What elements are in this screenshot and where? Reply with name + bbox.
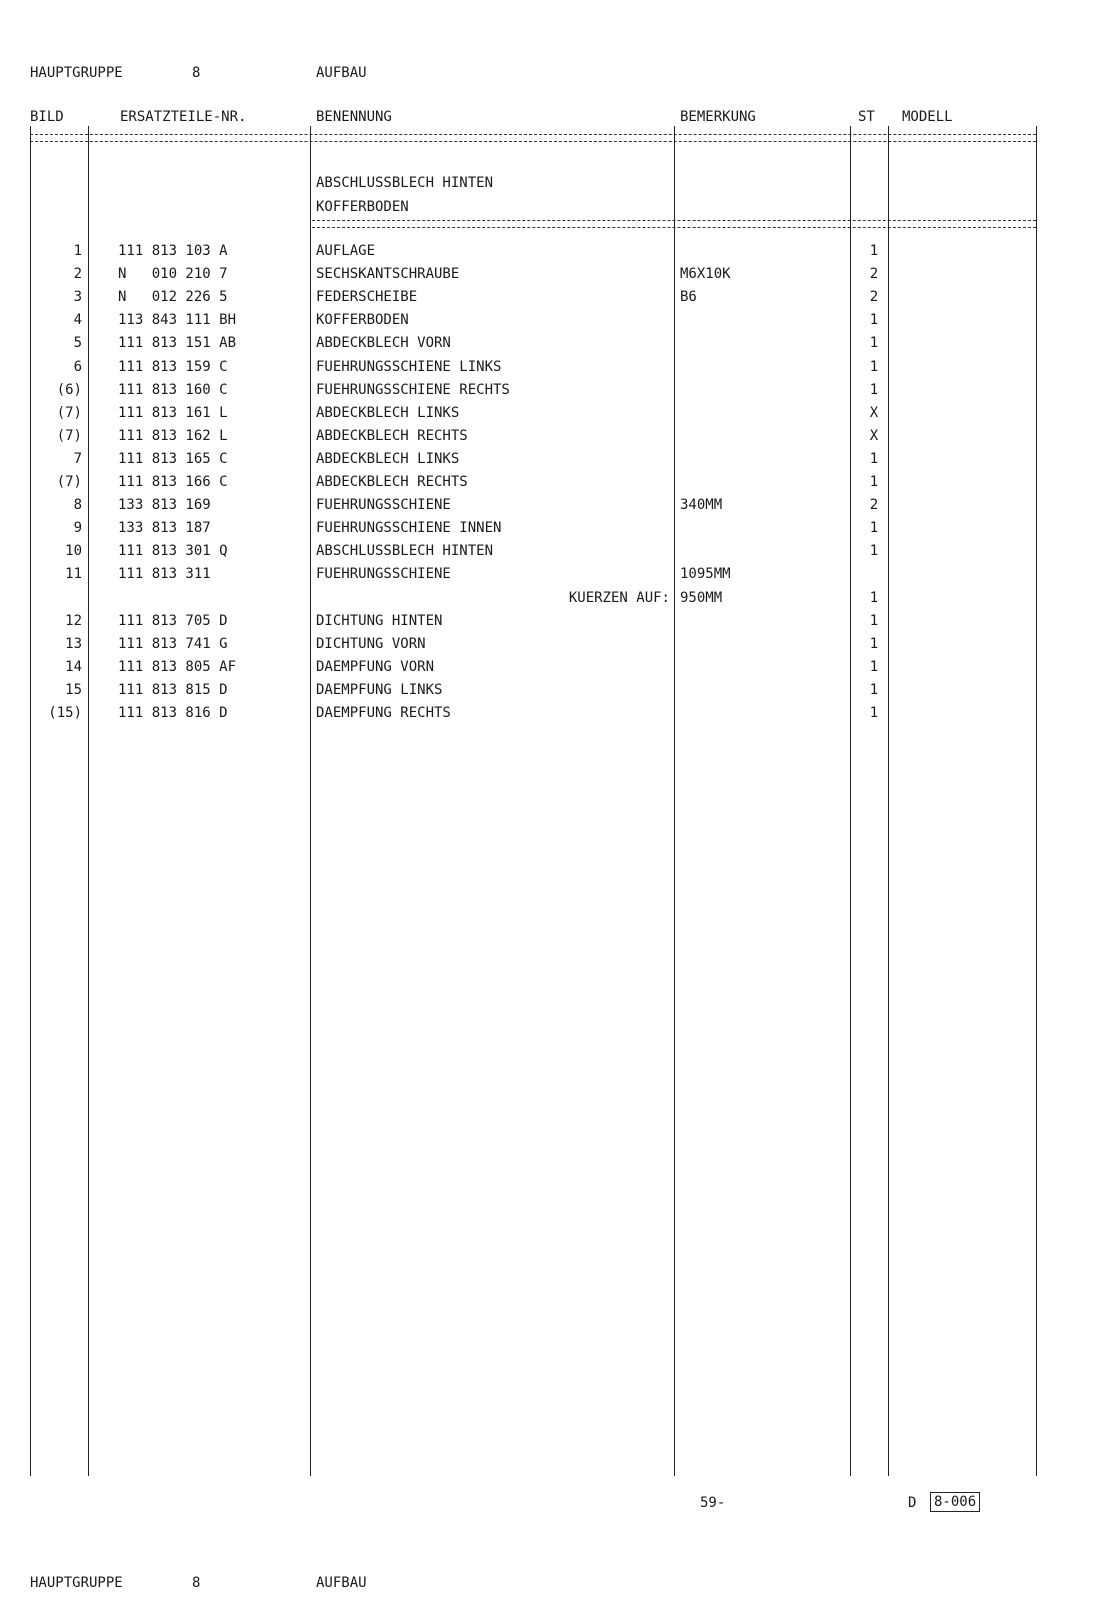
quantity-cell: 1 [869, 681, 879, 698]
part-number-cell: 111 813 165 C [118, 450, 228, 467]
table-row [0, 565, 1104, 588]
benennung-cell: ABDECKBLECH VORN [316, 335, 451, 352]
part-number-cell: 111 813 816 D [118, 705, 228, 721]
col-header-ersatzteile-nr: ERSATZTEILE-NR. [120, 109, 247, 125]
benennung-cell: DAEMPFUNG RECHTS [316, 705, 451, 721]
table-row [0, 542, 1104, 565]
quantity-cell: 1 [869, 335, 879, 352]
section-title-line2: KOFFERBODEN [316, 199, 409, 215]
part-number-cell: 133 813 187 [118, 520, 211, 537]
quantity-cell: 1 [869, 381, 879, 398]
table-row [0, 334, 1104, 357]
part-number-cell: 111 813 705 D [118, 612, 228, 629]
language-code: D [908, 1495, 917, 1511]
section-title-line1: ABSCHLUSSBLECH HINTEN [316, 175, 494, 191]
benennung-cell: FUEHRUNGSSCHIENE RECHTS [316, 381, 510, 398]
part-number-cell: N 012 226 5 [118, 289, 228, 306]
benennung-cell: FUEHRUNGSSCHIENE [316, 566, 451, 583]
benennung-cell: ABDECKBLECH LINKS [316, 404, 460, 421]
quantity-cell: 1 [869, 450, 879, 467]
quantity-cell: 1 [869, 635, 879, 652]
part-number-cell: N 010 210 7 [118, 266, 228, 283]
bild-cell: 2 [73, 266, 82, 283]
quantity-cell: X [869, 404, 879, 421]
benennung-cell: DICHTUNG HINTEN [316, 612, 443, 629]
bild-cell: (15) [48, 705, 82, 721]
quantity-cell: 1 [869, 358, 879, 375]
bild-cell: 1 [73, 243, 82, 259]
col-header-modell: MODELL [902, 109, 953, 125]
col-header-st: ST [858, 109, 875, 125]
kuerzen-note: KUERZEN AUF: [568, 589, 670, 606]
group-title: AUFBAU [316, 65, 367, 81]
bild-cell: 5 [73, 335, 82, 352]
benennung-cell: SECHSKANTSCHRAUBE [316, 266, 460, 283]
part-number-cell: 111 813 161 L [118, 404, 228, 421]
quantity-cell: 1 [869, 312, 879, 329]
table-row [0, 473, 1104, 496]
table-row [0, 381, 1104, 404]
page-number: 59- [700, 1495, 726, 1511]
table-row [0, 635, 1104, 658]
part-number-cell: 111 813 805 AF [118, 658, 237, 675]
part-number-cell: 111 813 301 Q [118, 543, 228, 560]
benennung-cell: DAEMPFUNG LINKS [316, 681, 443, 698]
bemerkung-cell: 1095MM [680, 566, 731, 583]
bild-cell: 12 [65, 612, 82, 629]
bild-cell: 4 [73, 312, 82, 329]
table-row [0, 358, 1104, 381]
table-row [0, 704, 1104, 727]
quantity-cell: 1 [869, 474, 879, 490]
bild-cell: 11 [65, 566, 82, 583]
quantity-cell: 1 [869, 705, 879, 721]
bild-cell: (7) [56, 404, 82, 421]
quantity-cell: 1 [869, 520, 879, 537]
next-hauptgruppe-number: 8 [192, 1575, 201, 1591]
bild-cell: 15 [65, 681, 82, 698]
quantity-cell: 1 [869, 589, 879, 606]
part-number-cell: 133 813 169 [118, 497, 211, 514]
bild-cell: 9 [73, 520, 82, 537]
table-row [0, 612, 1104, 635]
part-number-cell: 111 813 166 C [118, 474, 228, 490]
bemerkung-cell: B6 [680, 289, 697, 306]
bild-cell: 10 [65, 543, 82, 560]
table-row [0, 658, 1104, 681]
bild-cell: 14 [65, 658, 82, 675]
table-row [0, 681, 1104, 704]
part-number-cell: 111 813 741 G [118, 635, 228, 652]
bild-cell: 7 [73, 450, 82, 467]
quantity-cell: 1 [869, 612, 879, 629]
hauptgruppe-number: 8 [192, 65, 201, 81]
part-number-cell: 111 813 151 AB [118, 335, 237, 352]
table-row [0, 288, 1104, 311]
quantity-cell: 1 [869, 543, 879, 560]
table-row [0, 589, 1104, 612]
benennung-cell: ABDECKBLECH LINKS [316, 450, 460, 467]
bemerkung-cell: M6X10K [680, 266, 731, 283]
hauptgruppe-label: HAUPTGRUPPE [30, 65, 123, 81]
table-row [0, 496, 1104, 519]
table-row [0, 450, 1104, 473]
benennung-cell: FUEHRUNGSSCHIENE [316, 497, 451, 514]
bild-cell: 6 [73, 358, 82, 375]
part-number-cell: 111 813 311 [118, 566, 211, 583]
page-reference: 8-006 [930, 1492, 980, 1512]
benennung-cell: FUEHRUNGSSCHIENE LINKS [316, 358, 502, 375]
bemerkung-cell: 950MM [680, 589, 723, 606]
benennung-cell: AUFLAGE [316, 243, 376, 259]
bild-cell: (6) [56, 381, 82, 398]
benennung-cell: ABDECKBLECH RECHTS [316, 474, 468, 490]
col-header-bild: BILD [30, 109, 64, 125]
col-header-bemerkung: BEMERKUNG [680, 109, 756, 125]
quantity-cell: X [869, 427, 879, 444]
benennung-cell: DICHTUNG VORN [316, 635, 426, 652]
benennung-cell: FUEHRUNGSSCHIENE INNEN [316, 520, 502, 537]
table-row [0, 404, 1104, 427]
col-header-benennung: BENENNUNG [316, 109, 392, 125]
header-double-rule [30, 134, 1036, 142]
quantity-cell: 1 [869, 243, 879, 259]
table-row [0, 427, 1104, 450]
bild-cell: 8 [73, 497, 82, 514]
bemerkung-cell: 340MM [680, 497, 723, 514]
table-row [0, 242, 1104, 265]
bild-cell: 13 [65, 635, 82, 652]
table-row [0, 519, 1104, 542]
bild-cell: (7) [56, 474, 82, 490]
quantity-cell: 2 [869, 289, 879, 306]
benennung-cell: ABSCHLUSSBLECH HINTEN [316, 543, 494, 560]
part-number-cell: 111 813 815 D [118, 681, 228, 698]
bild-cell: (7) [56, 427, 82, 444]
part-number-cell: 111 813 160 C [118, 381, 228, 398]
quantity-cell: 1 [869, 658, 879, 675]
benennung-cell: ABDECKBLECH RECHTS [316, 427, 468, 444]
benennung-cell: DAEMPFUNG VORN [316, 658, 435, 675]
next-group-title: AUFBAU [316, 1575, 367, 1591]
part-number-cell: 113 843 111 BH [118, 312, 237, 329]
table-row [0, 265, 1104, 288]
next-hauptgruppe-label: HAUPTGRUPPE [30, 1575, 123, 1591]
part-number-cell: 111 813 162 L [118, 427, 228, 444]
benennung-cell: KOFFERBODEN [316, 312, 409, 329]
bild-cell: 3 [73, 289, 82, 306]
table-row [0, 311, 1104, 334]
part-number-cell: 111 813 159 C [118, 358, 228, 375]
benennung-cell: FEDERSCHEIBE [316, 289, 418, 306]
part-number-cell: 111 813 103 A [118, 243, 228, 259]
quantity-cell: 2 [869, 266, 879, 283]
quantity-cell: 2 [869, 497, 879, 514]
